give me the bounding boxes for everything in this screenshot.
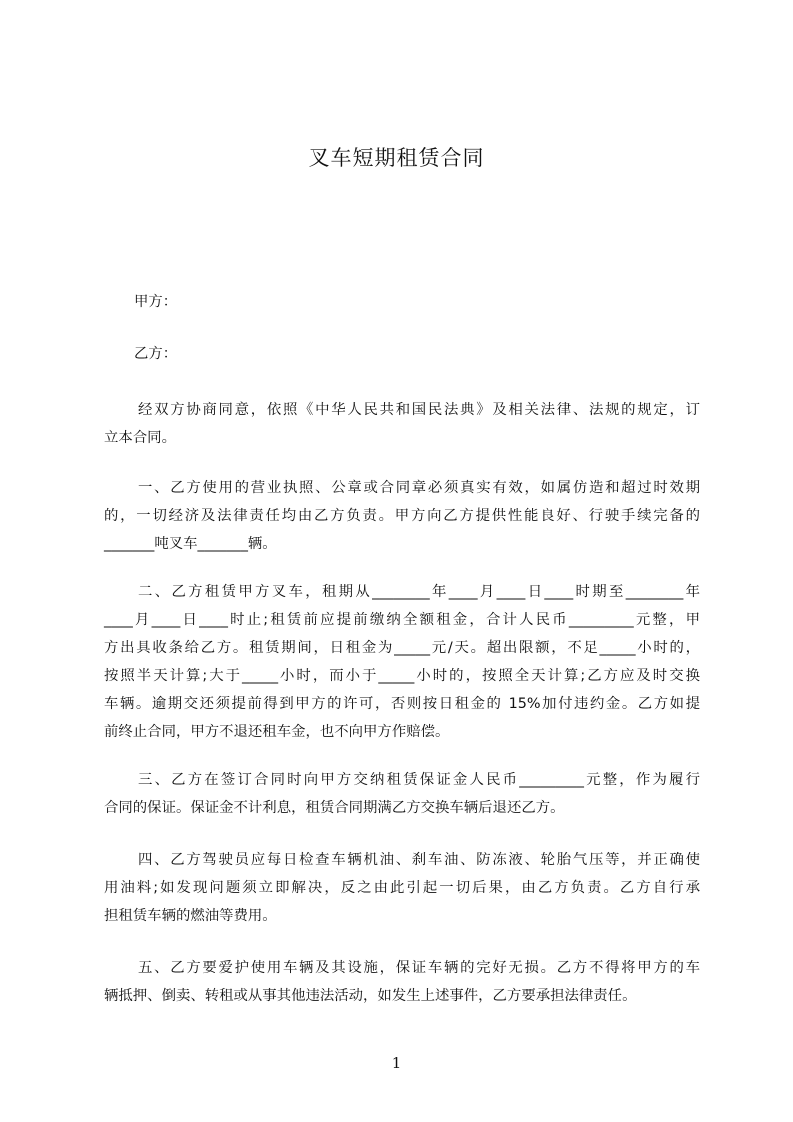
party-b-line <box>104 340 700 368</box>
clause-4-paragraph <box>104 846 700 930</box>
clause-1-line: _______吨叉车_______辆。 <box>104 536 277 552</box>
clause-2-paragraph <box>104 578 700 746</box>
clause-1-line: 一、乙方使用的营业执照、公章或合同章必须真实有效，如属仿造和超过时效期 <box>138 480 700 496</box>
clause-4-line: 四、乙方驾驶员应每日检查车辆机油、刹车油、防冻液、轮胎气压等，并正确使 <box>138 852 700 868</box>
clause-2-line: 按照半天计算;大于_____小时，而小于_____小时的，按照全天计算;乙方应及时交换 <box>104 668 700 684</box>
intro-line: 经双方协商同意，依照《中华人民共和国民法典》及相关法律、法规的规定，订 <box>138 402 700 418</box>
clause-5-line: 辆抵押、倒卖、转租或从事其他违法活动，如发生上述事件，乙方要承担法律责任。 <box>104 988 637 1004</box>
page-number: 1 <box>391 1054 402 1072</box>
clause-2-line: 车辆。逾期交还须提前得到甲方的许可，否则按日租金的 15%加付违约金。乙方如提 <box>104 696 700 712</box>
intro-paragraph <box>104 396 700 452</box>
intro-line: 立本合同。 <box>104 430 176 446</box>
clause-1-paragraph <box>104 474 700 558</box>
clause-4-line: 担租赁车辆的燃油等费用。 <box>104 908 277 924</box>
clause-5-line: 五、乙方要爱护使用车辆及其设施，保证车辆的完好无损。乙方不得将甲方的车 <box>138 960 700 976</box>
clause-3-line: 合同的保证。保证金不计利息，租赁合同期满乙方交换车辆后退还乙方。 <box>104 800 565 816</box>
clause-4-line: 用油料;如发现问题须立即解决，反之由此引起一切后果，由乙方负责。乙方自行承 <box>104 880 700 896</box>
clause-1-line: 的，一切经济及法律责任均由乙方负责。甲方向乙方提供性能良好、行驶手续完备的 <box>104 508 700 524</box>
party-a-label: 甲方： <box>134 294 178 310</box>
clause-2-line: 方出具收条给乙方。租赁期间，日租金为_____元/天。超出限额，不足_____小时的， <box>104 640 700 656</box>
clause-2-line: 二、乙方租赁甲方叉车，租期从________年____月____日____时期至________年 <box>138 584 700 600</box>
party-b-label: 乙方： <box>134 346 178 362</box>
clause-3-line: 三、乙方在签订合同时向甲方交纳租赁保证金人民币_________元整，作为履行 <box>138 772 700 788</box>
document-title: 叉车短期租赁合同 <box>308 146 485 170</box>
party-a-line <box>104 288 700 316</box>
clause-2-line: 前终止合同，甲方不退还租车金，也不向甲方作赔偿。 <box>104 724 450 740</box>
clause-3-paragraph <box>104 766 700 822</box>
clause-2-line: ____月____日____时止;租赁前应提前缴纳全额租金，合计人民币_________元整，甲 <box>104 612 700 628</box>
clause-5-paragraph <box>104 954 700 1010</box>
